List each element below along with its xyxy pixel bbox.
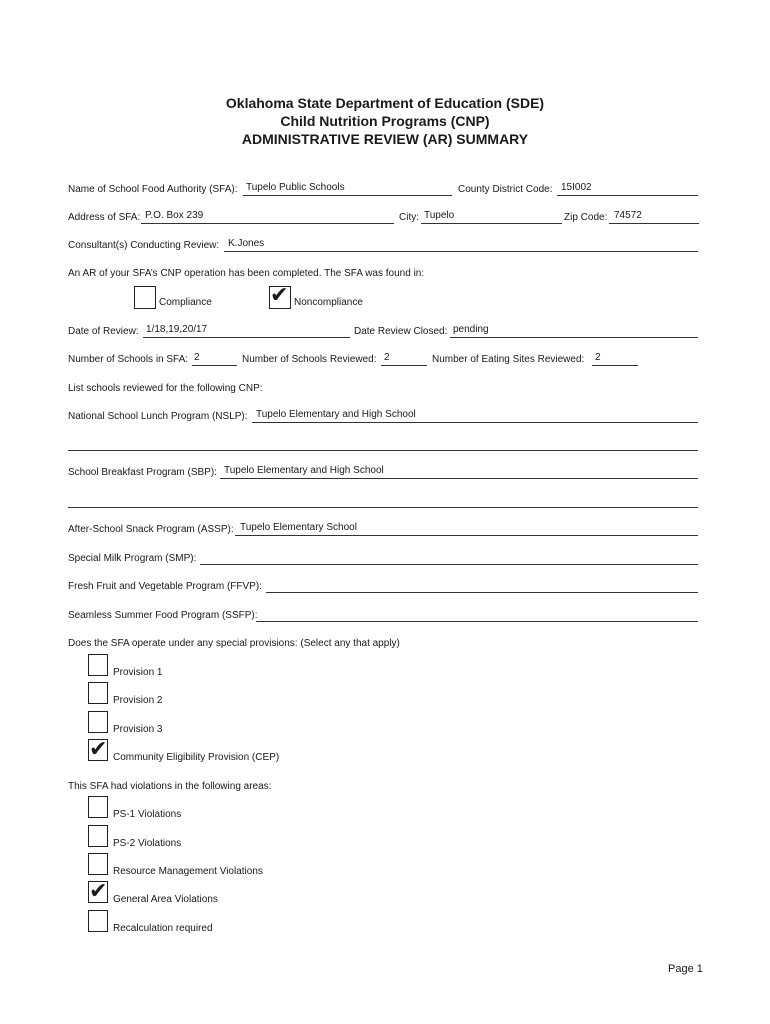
review-date-field[interactable] [143,337,350,338]
sfa-name-label: Name of School Food Authority (SFA): [68,184,238,195]
zip-value: 74572 [614,210,642,221]
provision-2-checkbox[interactable] [88,682,108,704]
county-code-value: 15I002 [561,182,592,193]
list-schools-label: List schools reviewed for the following CNP: [68,383,263,394]
compliance-label: Compliance [159,297,212,308]
nslp-field[interactable] [252,422,698,423]
ssfp-field[interactable] [256,621,698,622]
zip-field[interactable] [609,223,699,224]
county-code-field[interactable] [557,195,698,196]
sbp-field-continued[interactable] [68,507,698,508]
nslp-field-continued[interactable] [68,450,698,451]
address-field[interactable] [141,223,394,224]
zip-label: Zip Code: [564,212,608,223]
city-field[interactable] [421,223,562,224]
ps2-violations-checkbox[interactable] [88,825,108,847]
cep-check-icon: ✔ [89,737,108,762]
schools-count-value: 2 [194,352,200,363]
nslp-value: Tupelo Elementary and High School [256,409,416,420]
ffvp-label: Fresh Fruit and Vegetable Program (FFVP): [68,581,262,592]
ps1-violations-checkbox[interactable] [88,796,108,818]
compliance-checkbox[interactable] [134,286,156,309]
eating-sites-value: 2 [595,352,601,363]
noncompliance-label: Noncompliance [294,297,363,308]
general-area-check-icon: ✔ [89,879,108,904]
review-closed-label: Date Review Closed: [354,326,448,337]
header-program: Child Nutrition Programs (CNP) [280,113,490,129]
review-date-value: 1/18,19,20/17 [146,324,208,335]
resource-management-checkbox[interactable] [88,853,108,875]
header-agency: Oklahoma State Department of Education (SDE) [225,95,545,111]
cep-label: Community Eligibility Provision (CEP) [113,752,280,763]
sbp-label: School Breakfast Program (SBP): [68,467,217,478]
ssfp-label: Seamless Summer Food Program (SSFP): [68,610,258,621]
assp-label: After-School Snack Program (ASSP): [68,524,234,535]
found-in-label: An AR of your SFA’s CNP operation has been completed. The SFA was found in: [68,268,425,279]
noncompliance-check-icon: ✔ [270,283,289,308]
violations-label: This SFA had violations in the following areas: [68,781,272,792]
sfa-name-value: Tupelo Public Schools [246,182,345,193]
eating-sites-field[interactable] [592,365,638,366]
resource-management-label: Resource Management Violations [113,866,263,877]
schools-count-field[interactable] [192,365,237,366]
consultant-value: K.Jones [228,238,265,249]
review-date-label: Date of Review: [68,326,139,337]
sfa-name-field[interactable] [243,195,452,196]
page-number: Page 1 [668,963,703,975]
provision-3-checkbox[interactable] [88,711,108,733]
nslp-label: National School Lunch Program (NSLP): [68,411,248,422]
address-value: P.O. Box 239 [145,210,204,221]
address-label: Address of SFA: [68,212,141,223]
provision-3-label: Provision 3 [113,724,163,735]
provision-1-label: Provision 1 [113,667,163,678]
eating-sites-label: Number of Eating Sites Reviewed: [432,354,585,365]
recalculation-checkbox[interactable] [88,910,108,932]
city-label: City: [399,212,419,223]
sbp-field[interactable] [220,478,698,479]
assp-value: Tupelo Elementary School [240,522,357,533]
provision-2-label: Provision 2 [113,695,163,706]
smp-field[interactable] [200,564,698,565]
consultant-field[interactable] [224,251,698,252]
schools-reviewed-field[interactable] [381,365,427,366]
schools-reviewed-value: 2 [384,352,390,363]
provision-1-checkbox[interactable] [88,654,108,676]
ps2-violations-label: PS-2 Violations [113,838,182,849]
review-closed-value: pending [453,324,489,335]
ps1-violations-label: PS-1 Violations [113,809,182,820]
provisions-label: Does the SFA operate under any special provisions: (Select any that apply) [68,638,400,649]
recalculation-label: Recalculation required [113,923,213,934]
smp-label: Special Milk Program (SMP): [68,553,197,564]
schools-reviewed-label: Number of Schools Reviewed: [242,354,377,365]
header-form-title: ADMINISTRATIVE REVIEW (AR) SUMMARY [241,131,529,147]
county-code-label: County District Code: [458,184,553,195]
review-closed-field[interactable] [450,337,698,338]
ffvp-field[interactable] [266,592,698,593]
sbp-value: Tupelo Elementary and High School [224,465,384,476]
city-value: Tupelo [424,210,455,221]
general-area-label: General Area Violations [113,894,218,905]
schools-count-label: Number of Schools in SFA: [68,354,189,365]
consultant-label: Consultant(s) Conducting Review: [68,240,220,251]
assp-field[interactable] [235,535,698,536]
